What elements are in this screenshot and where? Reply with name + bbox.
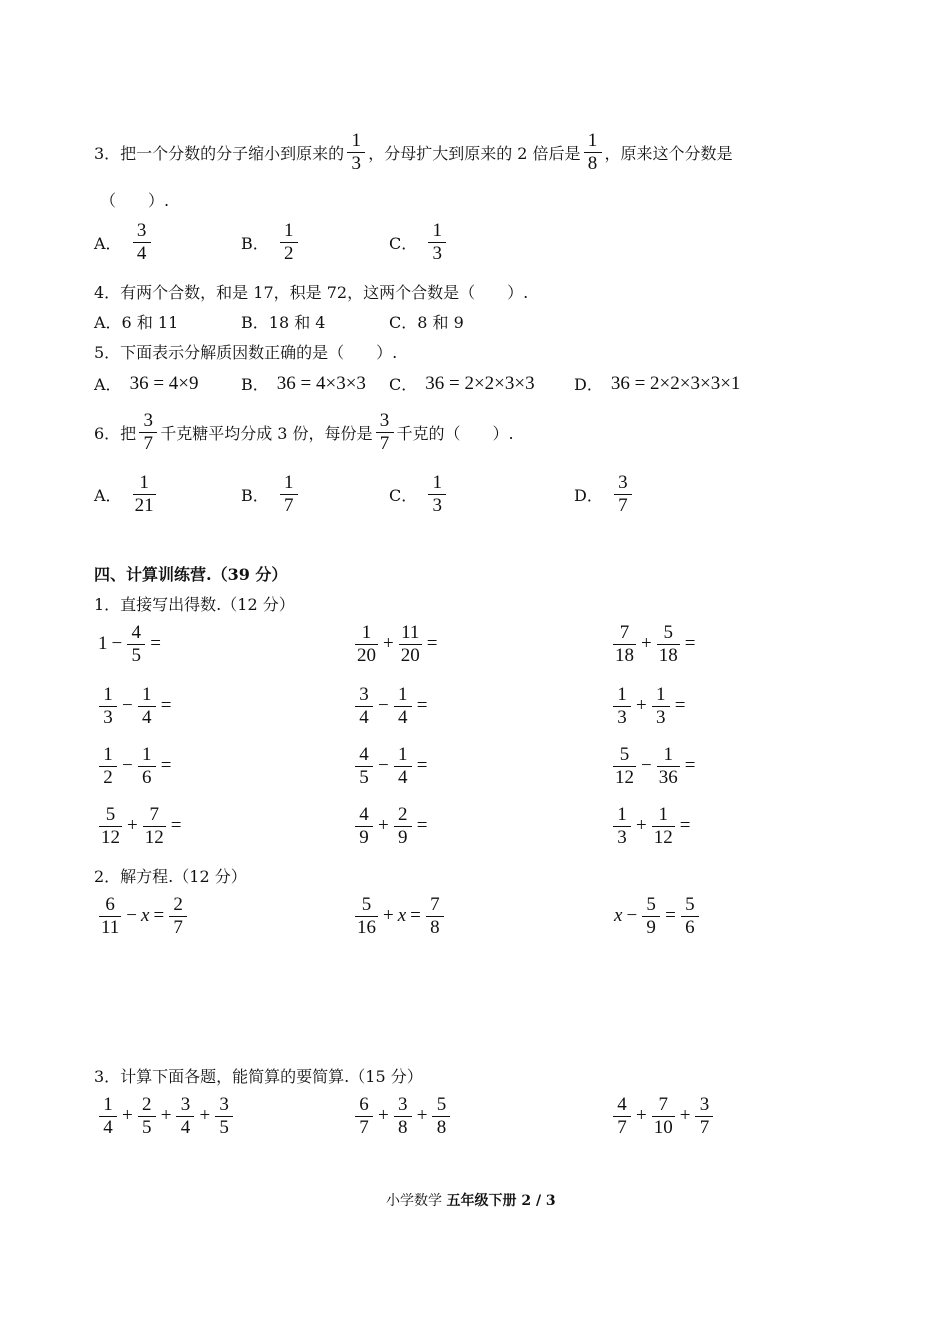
- q6-option-c[interactable]: C． $\frac{1}{3}$: [389, 472, 449, 517]
- q3-option-a[interactable]: A． $\frac{3}{4}$: [94, 220, 154, 265]
- equation: $\frac{5}{16}$ + x = $\frac{7}{8}$: [352, 894, 447, 939]
- q6-option-b[interactable]: B． $\frac{1}{7}$: [241, 472, 301, 517]
- calc-item: 1 − $\frac{4}{5}$ =: [98, 622, 161, 666]
- calc-item: $\frac{1}{2}$ − $\frac{1}{6}$ =: [96, 744, 173, 789]
- calc-item: $\frac{4}{9}$ + $\frac{2}{9}$ =: [352, 804, 429, 849]
- q6-stem: 6．把 $\frac{3}{7}$ 千克糖平均分成 3 份，每份是 $\frac{3}{7}$ 千克的（ ）.: [94, 410, 514, 454]
- q5-option-c[interactable]: C． 36 = 2×2×3×3: [389, 372, 535, 394]
- q4-option-a[interactable]: A．6 和 11: [94, 313, 179, 332]
- part3-heading: 3．计算下面各题，能简算的要简算.（15 分）: [94, 1067, 423, 1086]
- q5-stem: 5．下面表示分解质因数正确的是（ ）.: [94, 343, 398, 362]
- calc-item: $\frac{1}{3}$ + $\frac{1}{12}$ =: [610, 804, 692, 849]
- part2-heading: 2．解方程.（12 分）: [94, 867, 247, 886]
- q3-option-c[interactable]: C． $\frac{1}{3}$: [389, 220, 449, 265]
- calc-item: $\frac{4}{5}$ − $\frac{1}{4}$ =: [352, 744, 429, 789]
- q5-option-b[interactable]: B． 36 = 4×3×3: [241, 372, 366, 394]
- equation: $\frac{6}{11}$ − x = $\frac{2}{7}$: [96, 894, 190, 939]
- calc-item: $\frac{3}{4}$ − $\frac{1}{4}$ =: [352, 684, 429, 729]
- calc-item: $\frac{7}{18}$ + $\frac{5}{18}$ =: [615, 622, 696, 666]
- q3-option-b[interactable]: B． $\frac{1}{2}$: [241, 220, 301, 265]
- q5-option-d[interactable]: D． 36 = 2×2×3×3×1: [574, 372, 741, 394]
- calc-item: $\frac{5}{12}$ + $\frac{7}{12}$ =: [101, 804, 182, 848]
- calc-item: $\frac{1}{20}$ + $\frac{11}{20}$ =: [357, 622, 438, 666]
- q6-option-a[interactable]: A． $\frac{1}{21}$: [94, 472, 154, 516]
- q4-option-b[interactable]: B．18 和 4: [241, 313, 326, 332]
- part1-heading: 1．直接写出得数.（12 分）: [94, 595, 295, 614]
- q3-blank: （ ）.: [100, 191, 170, 210]
- calc-item: $\frac{5}{12}$ − $\frac{1}{36}$ =: [615, 744, 696, 788]
- calc-item: $\frac{1}{3}$ + $\frac{1}{3}$ =: [610, 684, 687, 729]
- page-footer: 小学数学 五年级下册 2 / 3: [386, 1193, 556, 1209]
- fraction: $\frac{1}{3}$: [347, 130, 365, 175]
- sum-item: $\frac{6}{7}$ + $\frac{3}{8}$ + $\frac{5}{8}$: [352, 1094, 453, 1139]
- q5-option-a[interactable]: A． 36 = 4×9: [94, 372, 199, 394]
- equation: x − $\frac{5}{9}$ = $\frac{5}{6}$: [612, 894, 702, 939]
- calc-item: $\frac{1}{3}$ − $\frac{1}{4}$ =: [96, 684, 173, 729]
- fraction: $\frac{1}{8}$: [584, 130, 602, 175]
- q4-option-c[interactable]: C．8 和 9: [389, 313, 464, 332]
- q4-stem: 4．有两个合数，和是 17，积是 72，这两个合数是（ ）.: [94, 283, 529, 302]
- q6-option-d[interactable]: D． $\frac{3}{7}$: [574, 472, 635, 517]
- sum-item: $\frac{1}{4}$ + $\frac{2}{5}$ + $\frac{3}{4}$ + $\frac{3}{5}$: [96, 1094, 236, 1139]
- q3-stem: 3．把一个分数的分子缩小到原来的 $\frac{1}{3}$ ，分母扩大到原来的 2 倍后是 $\frac{1}{8}$ ，原来这个分数是: [94, 130, 733, 174]
- sum-item: $\frac{4}{7}$ + $\frac{7}{10}$ + $\frac{3}{7}$: [610, 1094, 716, 1139]
- section-title: 四、计算训练营.（39 分）: [94, 565, 288, 584]
